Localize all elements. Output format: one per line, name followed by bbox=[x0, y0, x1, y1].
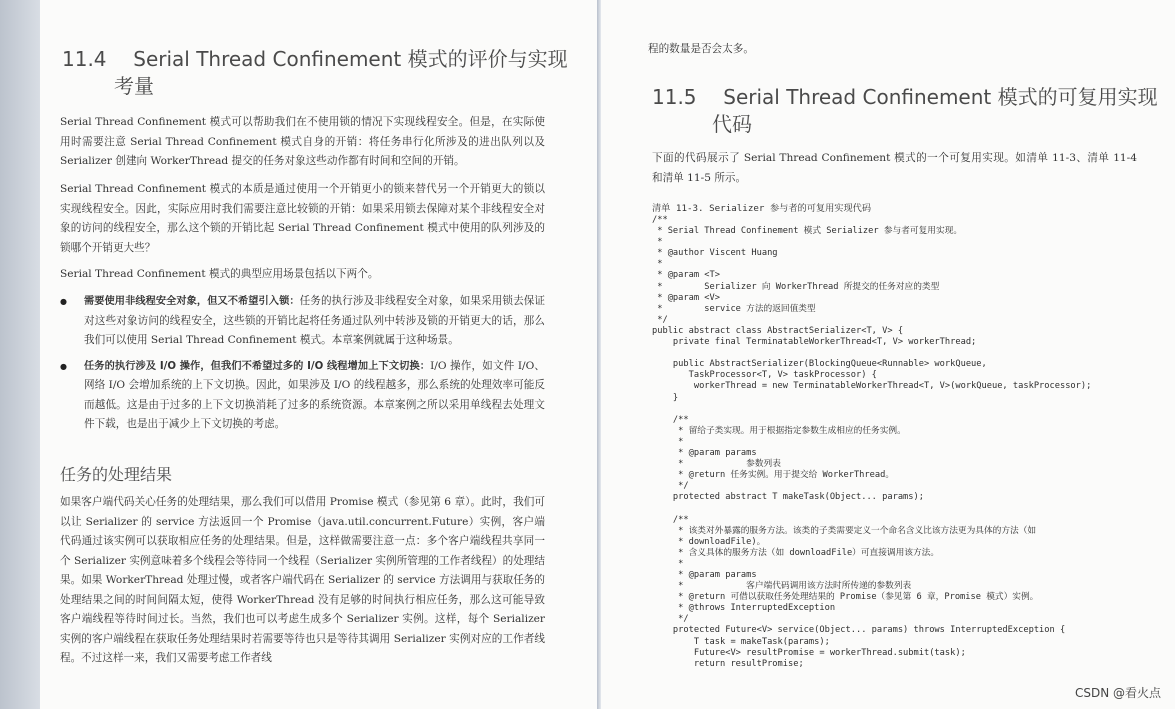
paragraph-4: 如果客户端代码关心任务的处理结果，那么我们可以借用 Promise 模式（参见第 6 章）。此时，我们可以让 Serializer 的 service 方法返回一个 Promise（java.util.concurrent.Future）实例，客户端代码通过该实例可以获取相应任务的处理结果。但是，这样做需要注意一点：多个客户端线程共享同一个 Serializer 实例意味着多个线程会等待同一个线程（Serializer 实例所管理的工作者线程）的处理结果。如果 WorkerThread 处理过慢，或者客户端代码在 Serializer 的 service 方法调用与获取任务的处理结果之间的时间间隔太短，使得 WorkerThread 没有足够的时间执行相应任务，那么这可能导致客户端线程等待时间过长。当然，我们也可以考虑生成多个 Serializer 实例。这样，每个 Serializer 实例的客户端线程在获取任务处理结果时若需要等待也只是等待其调用 Serializer 实例对应的工作者线程。不过这样一来，我们又需要考虑工作者线 bbox=[60, 496, 545, 664]
paragraph-2: Serial Thread Confinement 模式的本质是通过使用一个开销更小的锁来替代另一个开销更大的锁以实现线程安全。因此，实际应用时我们需要注意比较锁的开销：如果采用锁去保障对某个非线程安全对象的访问的线程安全，那么这个锁的开销比起 Serial Thread Confinement 模式中使用的队列涉及的锁哪个开销更大些？ bbox=[60, 183, 545, 254]
section-title-line2: 代码 bbox=[712, 112, 752, 136]
section-title-line2: 考量 bbox=[114, 74, 154, 98]
intro-paragraph: 下面的代码展示了 Serial Thread Confinement 模式的一个可复用实现。如清单 11-3、清单 11-4 和清单 11-5 所示。 bbox=[652, 152, 1137, 184]
bullet-item bbox=[60, 357, 545, 435]
code-listing: /** * Serial Thread Confinement 模式 Serializer 参与者可复用实现。 * * @author Viscent Huang * * @param <T> * Serializer 向 WorkerThread 所提交的任务对应的类型 * @param <V> * service 方法的返回值类型 */ public abstract class AbstractSerializer<T, V> { private final TerminatableWorkerThread<T, V> workerThread; public AbstractSerializer(BlockingQueue<Runnable> workQueue, TaskProcessor<T, V> taskProcessor) { workerThread = new TerminatableWorkerThread<T, V>(workQueue, taskProcessor); } /** * 留给子类实现。用于根据指定参数生成相应的任务实例。 * * @param params * 参数列表 * @return 任务实例。用于提交给 WorkerThread。 */ protected abstract T makeTask(Object... params); /** * 该类对外暴露的服务方法。该类的子类需要定义一个命名含义比该方法更为具体的方法（如 * downloadFile)。 * 含义具体的服务方法（如 downloadFile）可直接调用该方法。 * * @param params * 客户端代码调用该方法时所传递的参数列表 * @return 可借以获取任务处理结果的 Promise（参见第 6 章，Promise 模式）实例。 * @throws InterruptedException */ protected Future<V> service(Object... params) throws InterruptedException { T task = makeTask(params); Future<V> resultPromise = workerThread.submit(task); return resultPromise; bbox=[652, 215, 1092, 669]
section-11-5-heading bbox=[652, 84, 1162, 138]
bullet-lead: 需要使用非线程安全对象，但又不希望引入锁： bbox=[84, 296, 300, 307]
left-book-page bbox=[40, 0, 597, 709]
left-edge-shadow bbox=[0, 0, 40, 709]
listing-caption: 清单 11-3. Serializer 参与者的可复用实现代码 bbox=[652, 203, 872, 214]
section-title-line1: Serial Thread Confinement 模式的评价与实现 bbox=[133, 47, 568, 71]
subheading-task-results: 任务的处理结果 bbox=[60, 465, 173, 484]
bullet-text: 任务的执行涉及非线程安全对象，如果采用锁去保证对这些对象访问的线程安全，这些锁的开销比起将任务通过队列中转涉及锁的开销更大的话，那么我们可以使用 Serial Thread Confinement 模式。本章案例就属于这种场景。 bbox=[84, 295, 546, 346]
right-book-page bbox=[601, 0, 1175, 709]
csdn-watermark: CSDN @看火点 bbox=[1074, 686, 1161, 700]
continued-line: 程的数量是否会太多。 bbox=[648, 43, 754, 55]
paragraph-3: Serial Thread Confinement 模式的典型应用场景包括以下两个。 bbox=[60, 268, 379, 280]
bullet-text: I/O 操作，如文件 I/O、网络 I/O 会增加系统的上下文切换。因此，如果涉及 I/O 的线程越多，那么系统的处理效率可能反而越低。这是由于过多的上下文切换消耗了过多的系统资源。本章案例之所以采用单线程去处理文件下载，也是出于减少上下文切换的考虑。 bbox=[84, 359, 545, 430]
bullet-item bbox=[60, 292, 545, 351]
bullet-lead: 任务的执行涉及 I/O 操作，但我们不希望过多的 I/O 线程增加上下文切换： bbox=[84, 360, 431, 372]
paragraph-1: Serial Thread Confinement 模式可以帮助我们在不使用锁的情况下实现线程安全。但是，在实际使用时需要注意 Serial Thread Confinement 模式自身的开销：将任务串行化所涉及的进出队列以及 Serializer 创建向 WorkerThread 提交的任务对象这些动作都有时间和空间的开销。 bbox=[60, 116, 545, 167]
bullet-list bbox=[60, 292, 545, 435]
section-title-line1: Serial Thread Confinement 模式的可复用实现 bbox=[723, 85, 1158, 109]
section-11-4-heading bbox=[62, 46, 582, 100]
section-number: 11.4 bbox=[62, 47, 107, 71]
section-number: 11.5 bbox=[652, 85, 697, 109]
